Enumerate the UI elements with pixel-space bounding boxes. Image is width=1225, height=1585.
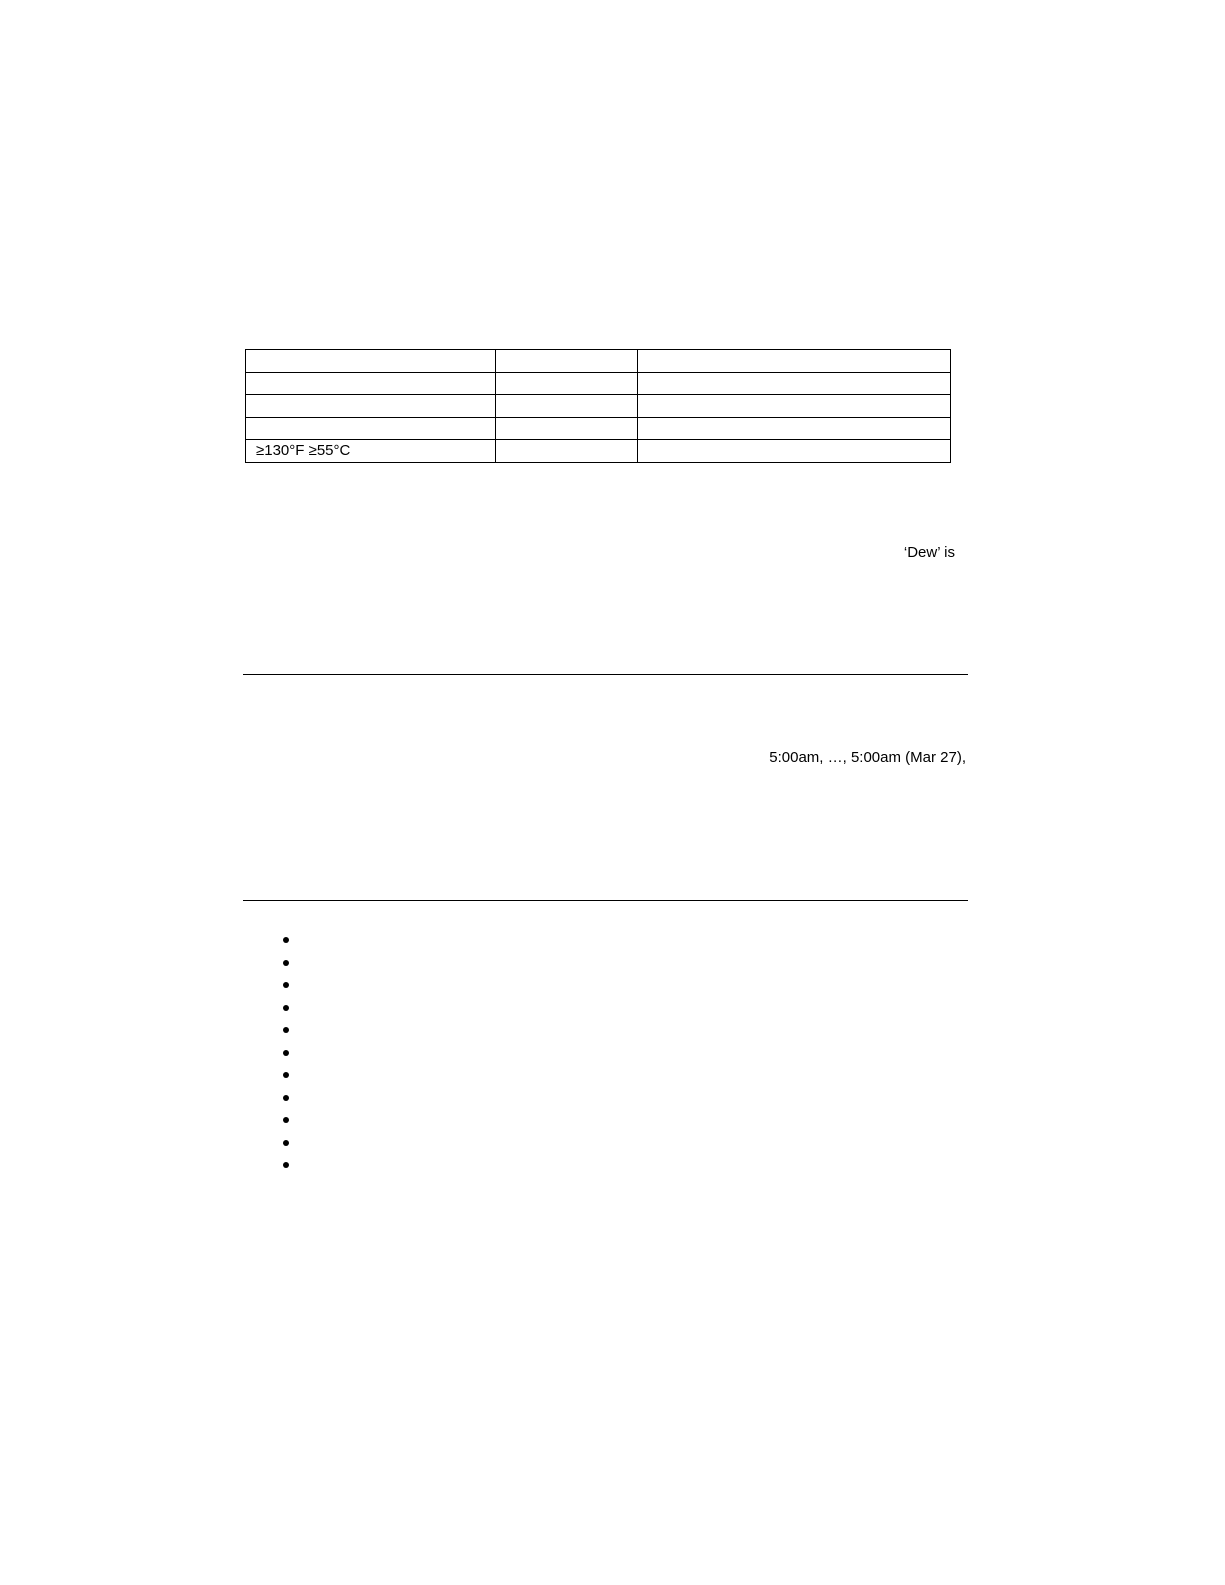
bullet-icon	[283, 1027, 289, 1033]
table-cell	[246, 372, 496, 395]
heat-index-table	[245, 349, 951, 463]
table-cell	[638, 350, 951, 373]
bullet-icon	[283, 1140, 289, 1146]
table-cell	[246, 417, 496, 440]
horizontal-rule	[243, 674, 968, 675]
bullet-icon	[283, 960, 289, 966]
bullet-icon	[283, 1117, 289, 1123]
bullet-icon	[283, 1005, 289, 1011]
table-cell	[638, 395, 951, 418]
bullet-icon	[283, 1162, 289, 1168]
table-cell	[496, 350, 638, 373]
timeline-text-fragment: 5:00am, …, 5:00am (Mar 27),	[769, 749, 966, 766]
bullet-icon	[283, 982, 289, 988]
table-cell	[246, 350, 496, 373]
table-row	[246, 350, 951, 373]
table-cell	[496, 440, 638, 463]
table-cell	[496, 395, 638, 418]
table-cell	[496, 372, 638, 395]
bullet-icon	[283, 937, 289, 943]
table-cell	[246, 395, 496, 418]
table-cell	[638, 440, 951, 463]
table-row	[246, 440, 951, 463]
dew-text-fragment: ‘Dew’ is	[903, 544, 955, 561]
table-cell-temperature: ≥130°F ≥55°C	[246, 440, 496, 463]
bullet-icon	[283, 1050, 289, 1056]
table-cell	[638, 417, 951, 440]
table-cell	[496, 417, 638, 440]
bullet-icon	[283, 1072, 289, 1078]
table-cell	[638, 372, 951, 395]
horizontal-rule	[243, 900, 968, 901]
table-row	[246, 372, 951, 395]
bullet-icon	[283, 1095, 289, 1101]
table-row	[246, 417, 951, 440]
table-row	[246, 395, 951, 418]
